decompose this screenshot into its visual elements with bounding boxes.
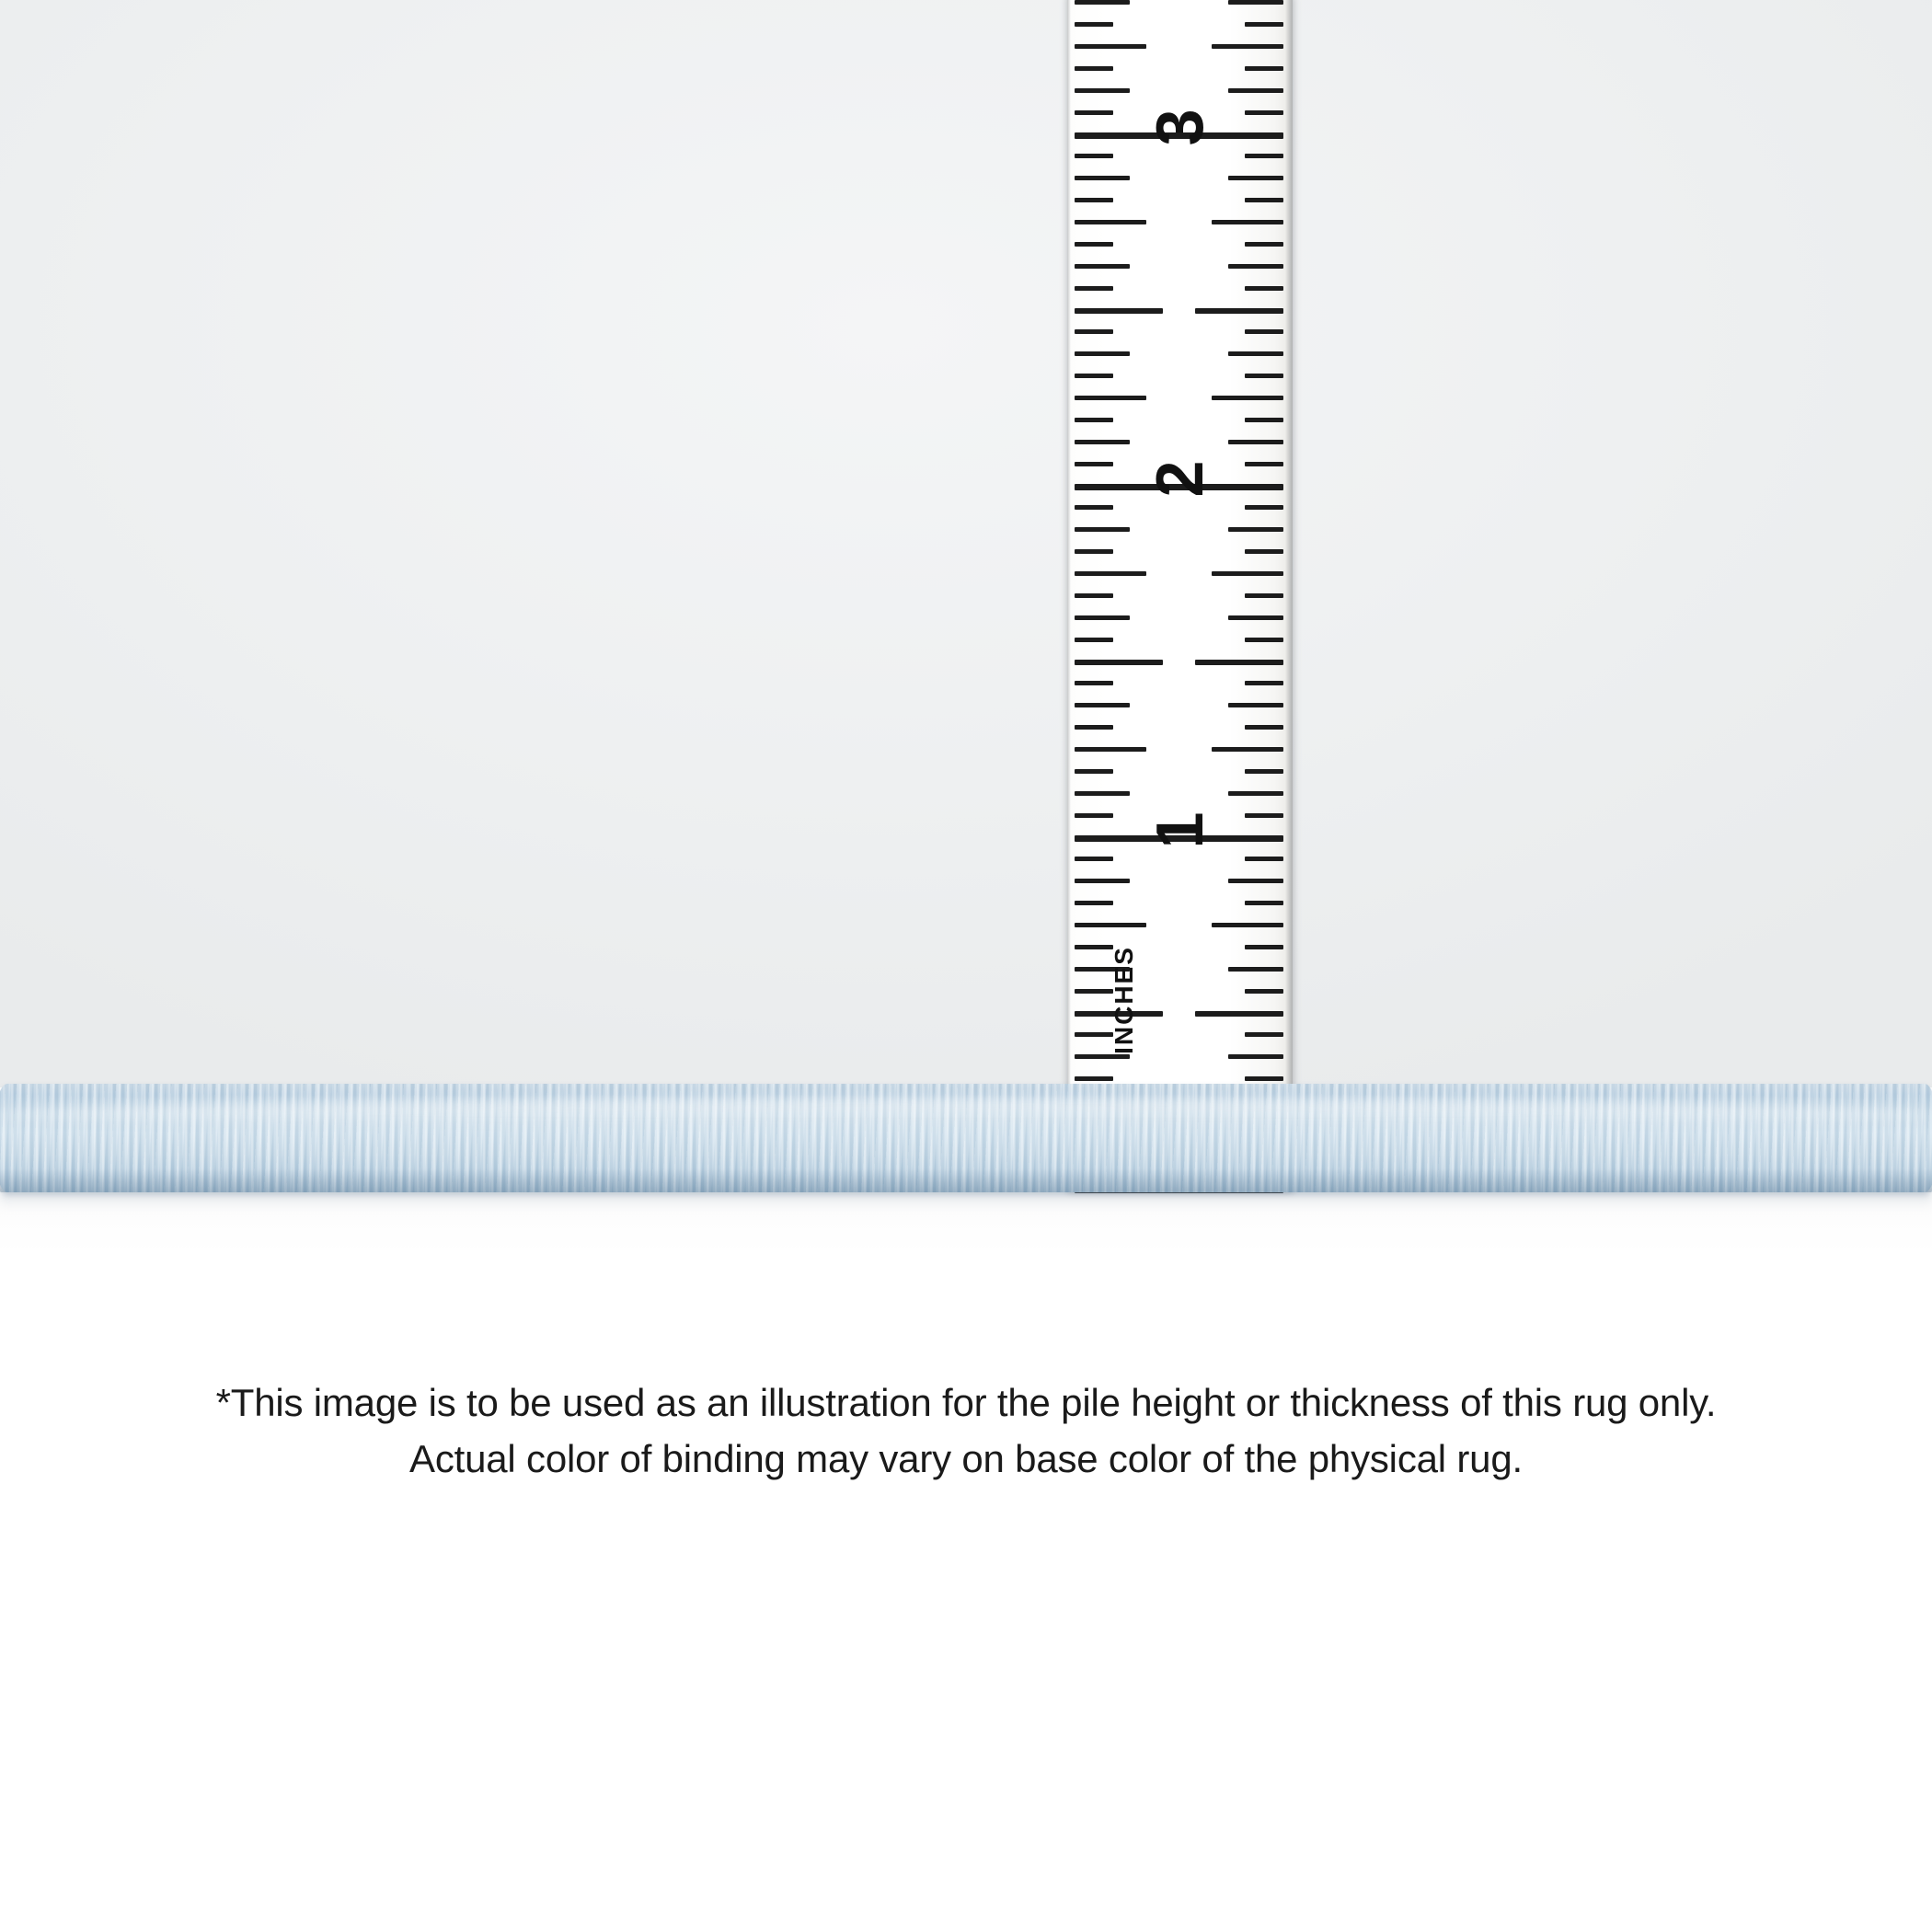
ruler-tick — [1245, 374, 1283, 378]
ruler-tick — [1075, 22, 1113, 27]
ruler-tick — [1245, 242, 1283, 247]
ruler-tick — [1228, 176, 1283, 180]
ruler-tick — [1245, 110, 1283, 115]
ruler-tick — [1245, 857, 1283, 861]
ruler-tick — [1245, 1032, 1283, 1037]
ruler-tick — [1212, 923, 1283, 927]
ruler-tick — [1245, 418, 1283, 422]
ruler-tick — [1075, 242, 1113, 247]
ruler-tick — [1212, 44, 1283, 49]
ruler-inch-label: 1 — [1143, 812, 1217, 849]
ruler-tick — [1075, 879, 1130, 883]
ruler-tick — [1195, 660, 1283, 665]
ruler-tick — [1075, 220, 1146, 224]
rug-highlight — [0, 1098, 1932, 1130]
ruler-tick — [1075, 440, 1130, 444]
ruler-tick — [1245, 593, 1283, 598]
ruler-tick — [1075, 88, 1130, 93]
ruler-tick — [1245, 22, 1283, 27]
ruler-tick — [1075, 418, 1113, 422]
ruler-tick — [1228, 1054, 1283, 1059]
ruler-inch-label: 3 — [1143, 109, 1217, 146]
rug-binding-edge — [0, 1084, 1932, 1192]
ruler-tick — [1212, 396, 1283, 400]
ruler-tick — [1075, 396, 1146, 400]
ruler-tick — [1075, 857, 1113, 861]
ruler-tick — [1245, 154, 1283, 158]
ruler-tick — [1245, 769, 1283, 774]
ruler-tick — [1245, 725, 1283, 730]
ruler-tick — [1075, 813, 1113, 818]
ruler-tick — [1075, 154, 1113, 158]
ruler-tick — [1245, 1076, 1283, 1081]
ruler-tick — [1212, 747, 1283, 752]
ruler-tick — [1075, 593, 1113, 598]
ruler-tick — [1195, 1011, 1283, 1017]
ruler-ticks — [1067, 0, 1293, 1192]
ruler-tick — [1075, 901, 1113, 905]
ruler-tick — [1228, 879, 1283, 883]
ruler-tick — [1075, 549, 1113, 554]
ruler-tick — [1075, 66, 1113, 71]
ruler-tick — [1245, 286, 1283, 291]
ruler-tick — [1228, 703, 1283, 707]
ruler-tick — [1228, 615, 1283, 620]
ruler-tick — [1075, 615, 1130, 620]
ruler-tick — [1075, 989, 1113, 994]
ruler-unit-label: INCHES — [1110, 946, 1138, 1054]
ruler-tick — [1245, 505, 1283, 510]
ruler-tick — [1075, 660, 1163, 665]
ruler-tick — [1075, 198, 1113, 202]
ruler-tick — [1245, 638, 1283, 642]
ruler-tick — [1075, 351, 1130, 356]
caption-line-2: Actual color of binding may vary on base color of the physical rug. — [409, 1436, 1523, 1480]
ruler-tick — [1075, 791, 1130, 796]
ruler-tick — [1228, 791, 1283, 796]
ruler-tick — [1245, 901, 1283, 905]
ruler-tick — [1075, 0, 1130, 5]
ruler-tick — [1212, 571, 1283, 576]
ruler-tick — [1075, 176, 1130, 180]
ruler-tick — [1075, 945, 1113, 949]
ruler-tick — [1075, 571, 1146, 576]
disclaimer-caption — [0, 1375, 1932, 1488]
ruler-tick — [1245, 681, 1283, 685]
ruler-tick — [1075, 110, 1113, 115]
ruler-tick — [1075, 286, 1113, 291]
ruler-tick — [1228, 351, 1283, 356]
ruler-tick — [1075, 462, 1113, 466]
ruler-tick — [1245, 66, 1283, 71]
rug-shading — [0, 1168, 1932, 1192]
ruler-tick — [1245, 945, 1283, 949]
ruler-tick — [1075, 374, 1113, 378]
ruler-tick — [1245, 198, 1283, 202]
caption-line-1: *This image is to be used as an illustration for the pile height or thickness of this rug only. — [215, 1381, 1717, 1424]
ruler-tick — [1245, 549, 1283, 554]
ruler-tick — [1228, 0, 1283, 5]
ruler-tick — [1075, 681, 1113, 685]
ruler-tick — [1245, 329, 1283, 334]
ruler-tick — [1075, 638, 1113, 642]
tape-measure — [1067, 0, 1293, 1192]
ruler-tick — [1245, 462, 1283, 466]
ruler-tick — [1075, 1032, 1113, 1037]
ruler-tick — [1228, 440, 1283, 444]
ruler-tick — [1228, 88, 1283, 93]
ruler-tick — [1075, 44, 1146, 49]
ruler-tick — [1228, 967, 1283, 972]
ruler-tick — [1075, 769, 1113, 774]
ruler-tick — [1075, 308, 1163, 314]
ruler-tick — [1075, 527, 1130, 532]
ruler-tick — [1075, 725, 1113, 730]
ruler-tick — [1075, 264, 1130, 269]
ruler-tick — [1075, 1076, 1113, 1081]
ruler-tick — [1245, 989, 1283, 994]
ruler-tick — [1195, 308, 1283, 314]
ruler-tick — [1075, 747, 1146, 752]
ruler-tick — [1228, 527, 1283, 532]
ruler-tick — [1212, 220, 1283, 224]
ruler-tick — [1075, 505, 1113, 510]
ruler-tick — [1075, 329, 1113, 334]
ruler-tick — [1245, 813, 1283, 818]
ruler-tick — [1075, 703, 1130, 707]
ruler-inch-label: 2 — [1143, 461, 1217, 498]
ruler-tick — [1228, 264, 1283, 269]
